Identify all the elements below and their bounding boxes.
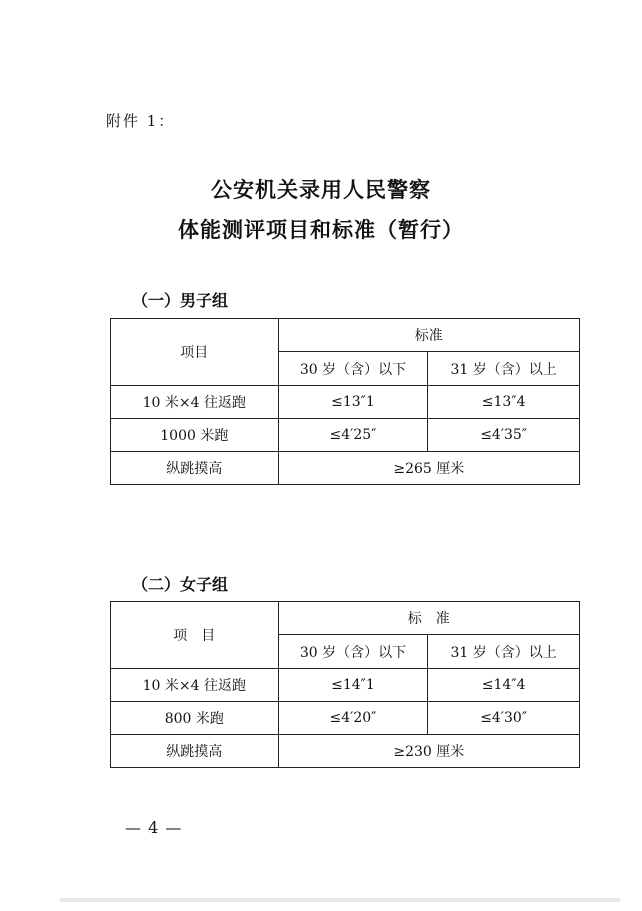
page-number: — 4 — <box>125 818 183 837</box>
value-cell: ≤4′25″ <box>278 419 428 452</box>
table-row <box>111 452 580 485</box>
standard-header-cell: 标 准 <box>278 602 579 635</box>
value-cell: ≤14″4 <box>428 669 580 702</box>
item-header-cell: 项 目 <box>111 602 279 669</box>
age-under-30-header: 30 岁（含）以下 <box>278 352 428 386</box>
item-cell: 10 米×4 往返跑 <box>111 669 279 702</box>
document-title-line1: 公安机关录用人民警察 <box>211 177 431 202</box>
value-cell: ≤4′30″ <box>428 702 580 735</box>
document-title-line2: 体能测评项目和标准（暂行） <box>178 217 464 242</box>
female-standards-table <box>110 601 580 768</box>
value-cell: ≤4′35″ <box>428 419 580 452</box>
value-cell: ≥265 厘米 <box>278 452 579 485</box>
table-row <box>111 702 580 735</box>
annex-label: 附件 1： <box>106 112 176 130</box>
table-row <box>111 419 580 452</box>
value-cell: ≤14″1 <box>278 669 428 702</box>
male-standards-table <box>110 318 580 485</box>
item-cell: 纵跳摸高 <box>111 735 279 768</box>
table-header-row <box>111 602 580 635</box>
table-row <box>111 669 580 702</box>
value-cell: ≥230 厘米 <box>278 735 579 768</box>
scan-edge-shadow <box>60 898 620 902</box>
table-row <box>111 735 580 768</box>
table-header-row <box>111 319 580 352</box>
item-cell: 纵跳摸高 <box>111 452 279 485</box>
value-cell: ≤13″1 <box>278 386 428 419</box>
value-cell: ≤13″4 <box>428 386 580 419</box>
item-header-cell: 项目 <box>111 319 279 386</box>
age-over-31-header: 31 岁（含）以上 <box>428 352 580 386</box>
female-group-heading: （二）女子组 <box>132 575 229 594</box>
item-cell: 1000 米跑 <box>111 419 279 452</box>
table-row <box>111 386 580 419</box>
age-over-31-header: 31 岁（含）以上 <box>428 635 580 669</box>
male-group-heading: （一）男子组 <box>132 291 229 310</box>
age-under-30-header: 30 岁（含）以下 <box>278 635 428 669</box>
standard-header-cell: 标准 <box>278 319 579 352</box>
item-cell: 10 米×4 往返跑 <box>111 386 279 419</box>
value-cell: ≤4′20″ <box>278 702 428 735</box>
item-cell: 800 米跑 <box>111 702 279 735</box>
